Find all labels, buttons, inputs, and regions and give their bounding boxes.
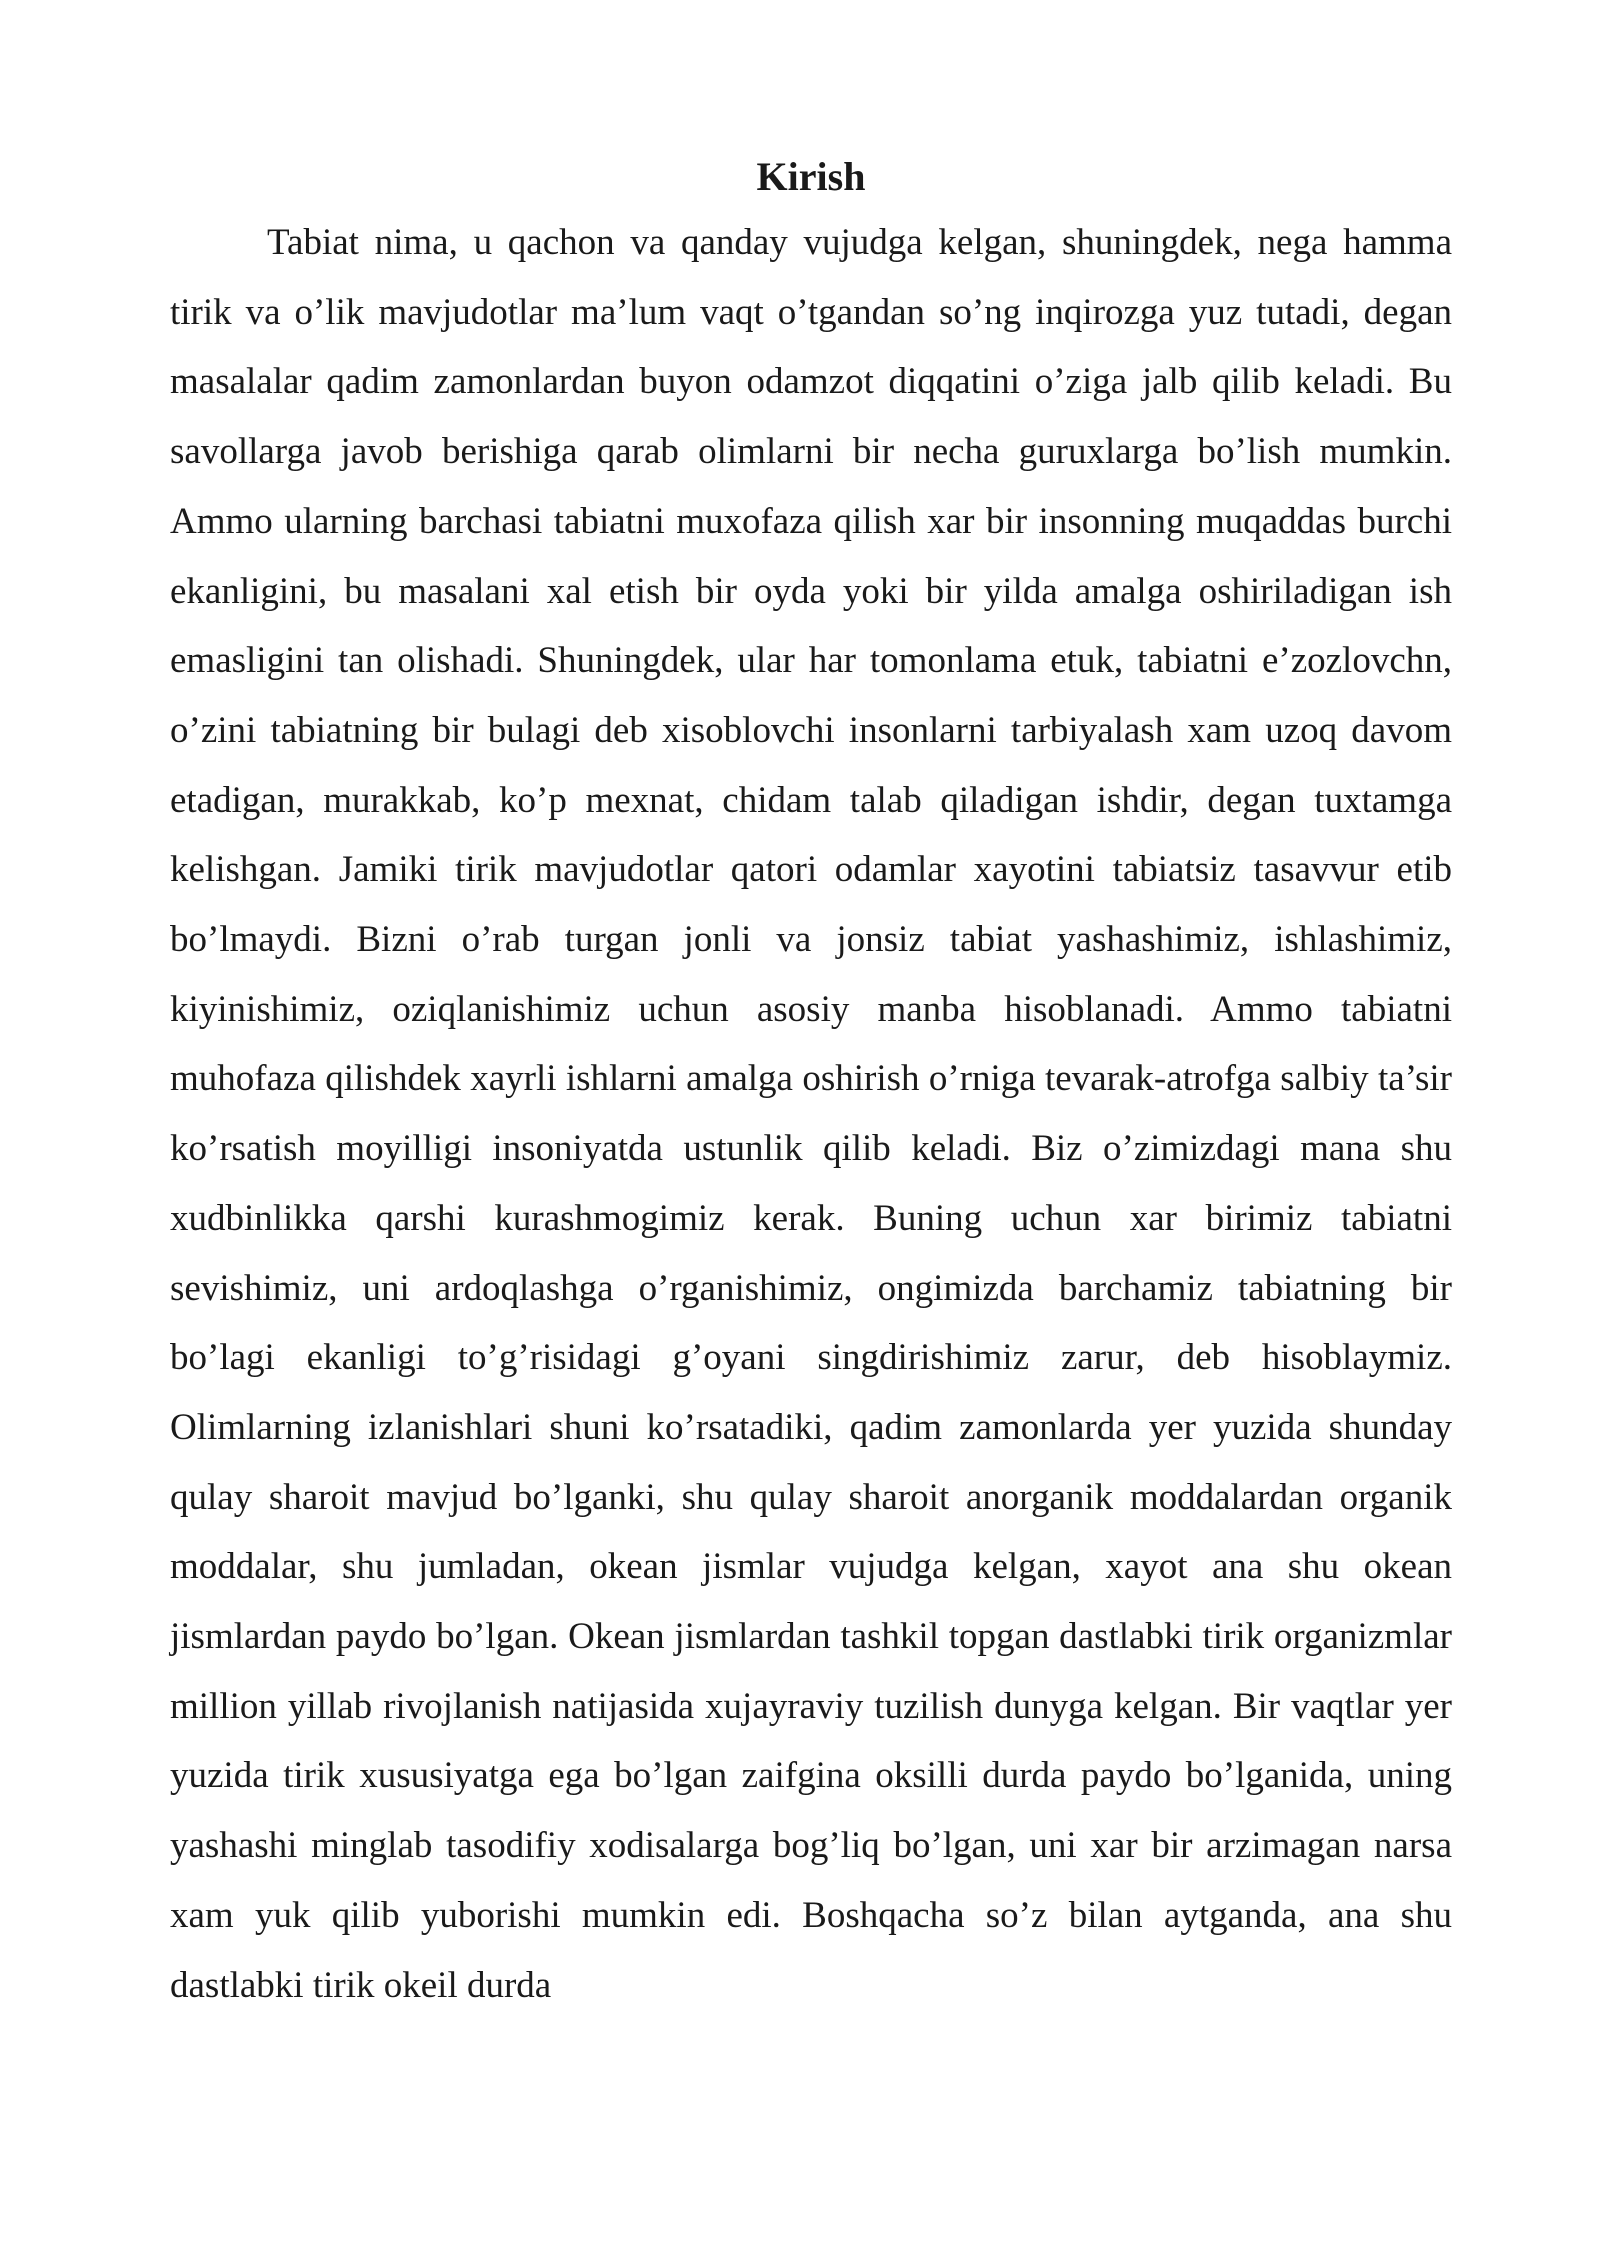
page-content — [170, 150, 1452, 2020]
page-title: Kirish — [756, 154, 866, 199]
body-paragraph: Tabiat nima, u qachon va qanday vujudga kelgan, shuningdek, nega hamma tirik va o’lik mavjudotlar ma’lum vaqt o’tgandan so’ng inqirozga yuz tutadi, degan masalalar qadim zamonlardan buyon odamzot diqqatini o’ziga jalb qilib keladi. Bu savollarga javob berishiga qarab olimlarni bir necha guruxlarga bo’lish mumkin. Ammo ularning barchasi tabiatni muxofaza qilish xar bir insonning muqaddas burchi ekanligini, bu masalani xal etish bir oyda yoki bir yilda amalga oshiriladigan ish emasligini tan olishadi. Shuningdek, ular har tomonlama etuk, tabiatni e’zozlovchn, o’zini tabiatning bir bulagi deb xisoblovchi insonlarni tarbiyalash xam uzoq davom etadigan, murakkab, ko’p mexnat, chidam talab qiladigan ishdir, degan tuxtamga kelishgan. Jamiki tirik mavjudotlar qatori odamlar xayotini tabiatsiz tasavvur etib bo’lmaydi. Bizni o’rab turgan jonli va jonsiz tabiat yashashimiz, ishlashimiz, kiyinishimiz, oziqlanishimiz uchun asosiy manba hisoblanadi. Ammo tabiatni muhofaza qilishdek xayrli ishlarni amalga oshirish o’rniga tevarak-atrofga salbiy ta’sir ko’rsatish moyilligi insoniyatda ustunlik qilib keladi. Biz o’zimizdagi mana shu xudbinlikka qarshi kurashmogimiz kerak. Buning uchun xar birimiz tabiatni sevishimiz, uni ardoqlashga o’rganishimiz, ongimizda barchamiz tabiatning bir bo’lagi ekanligi to’g’risidagi g’oyani singdirishimiz zarur, deb hisoblaymiz. Olimlarning izlanishlari shuni ko’rsatadiki, qadim zamonlarda yer yuzida shunday qulay sharoit mavjud bo’lganki, shu qulay sharoit anorganik moddalardan organik moddalar, shu jumladan, okean jismlar vujudga kelgan, xayot ana shu okean jismlardan paydo bo’lgan. Okean jismlardan tashkil topgan dastlabki tirik organizmlar million yillab rivojlanish natijasida xujayraviy tuzilish dunyga kelgan. Bir vaqtlar yer yuzida tirik xususiyatga ega bo’lgan zaifgina oksilli durda paydo bo’lganida, uning yashashi minglab tasodifiy xodisalarga bog’liq bo’lgan, uni xar bir arzimagan narsa xam yuk qilib yuborishi mumkin edi. Boshqacha so’z bilan aytganda, ana shu dastlabki tirik okeil durda — [170, 222, 1452, 2006]
